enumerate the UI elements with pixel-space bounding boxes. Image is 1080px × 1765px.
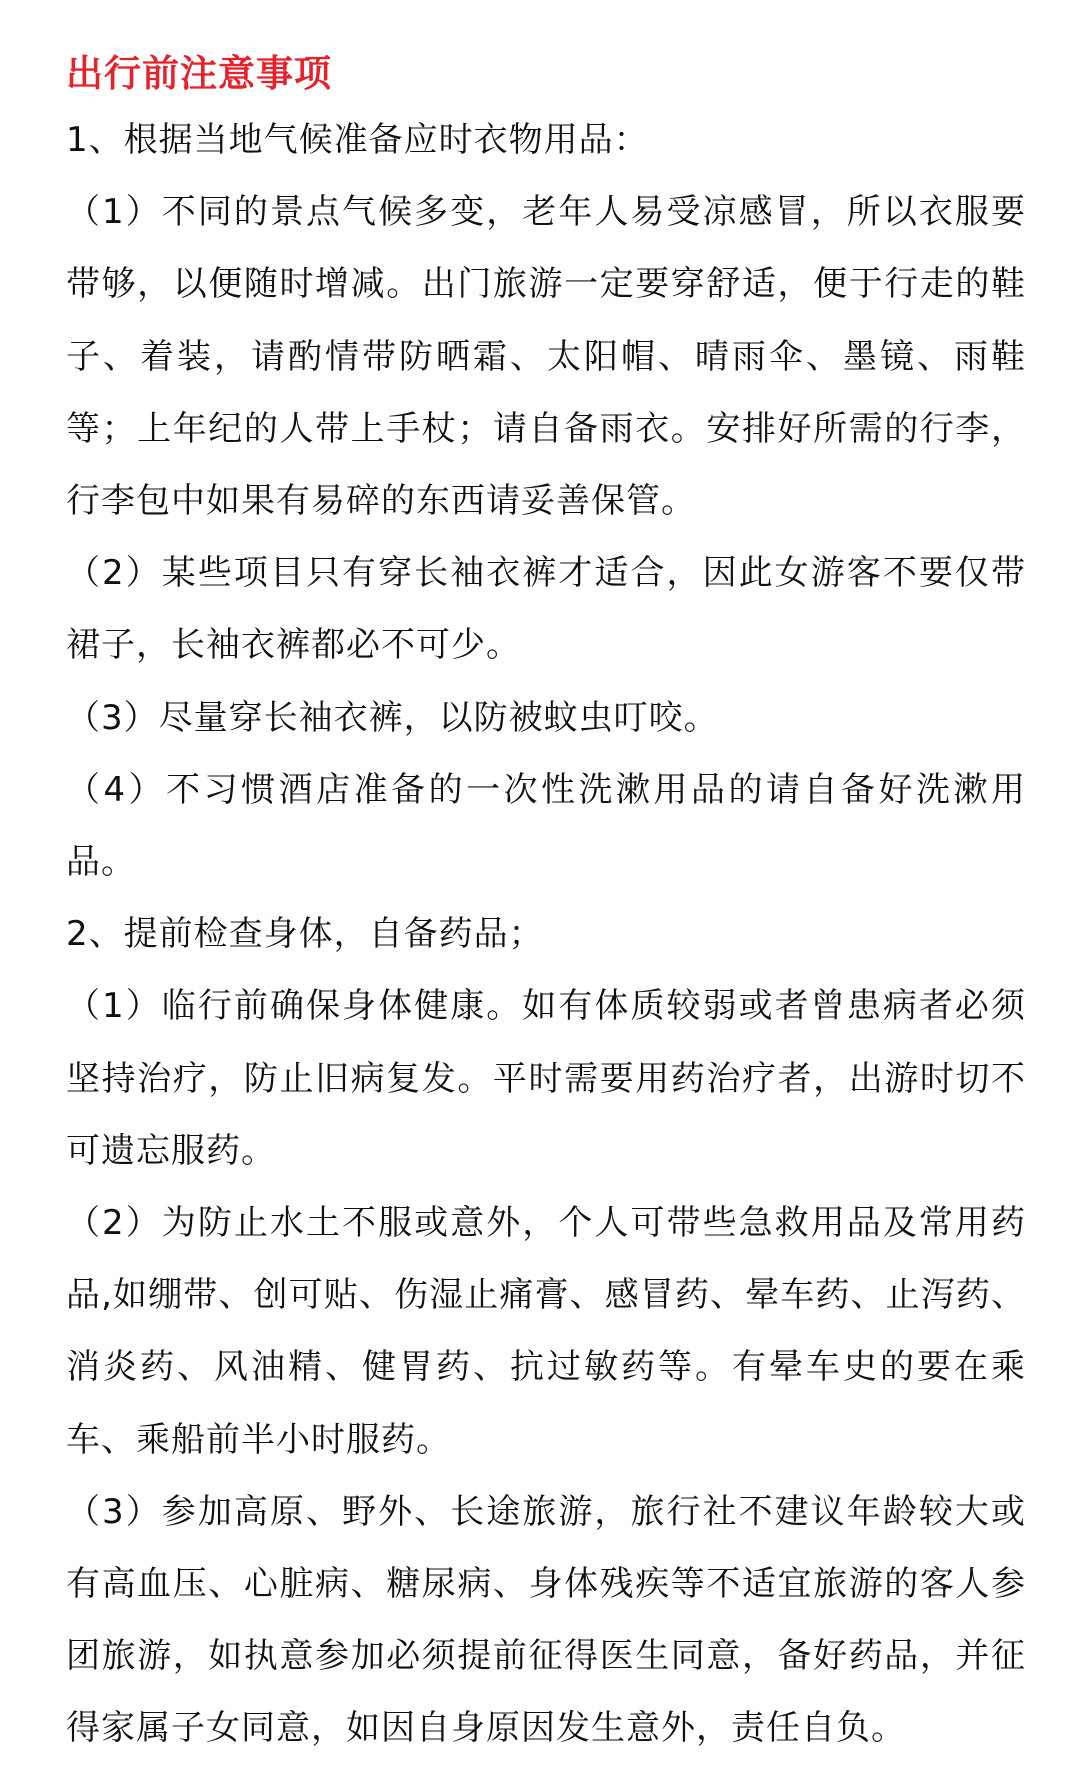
section-1-item-4: （4）不习惯酒店准备的一次性洗漱用品的请自备好洗漱用品。	[66, 769, 1026, 883]
section-1-item-2: （2）某些项目只有穿长袖衣裤才适合，因此女游客不要仅带裙子，长袖衣裤都必不可少。	[66, 553, 1026, 666]
section-1-item-1: （1）不同的景点气候多变，老年人易受凉感冒，所以衣服要带够，以便随时增减。出门旅游一定要穿舒适，便于行走的鞋子、着装，请酌情带防晒霜、太阳帽、晴雨伞、墨镜、雨鞋等；上年纪的人带上手杖；请自备雨衣。安排好所需的行李，行李包中如果有易碎的东西请妥善保管。	[66, 192, 1026, 522]
section-2-item-1: （1）临行前确保身体健康。如有体质较弱或者曾患病者必须坚持治疗，防止旧病复发。平时需要用药治疗者，出游时切不可遗忘服药。	[66, 986, 1026, 1171]
article-title: 出行前注意事项	[66, 52, 332, 95]
section-1-heading: 1、根据当地气候准备应时衣物用品：	[66, 120, 649, 160]
section-2-item-2: （2）为防止水土不服或意外，个人可带些急救用品及常用药品,如绷带、创可贴、伤湿止痛膏、感冒药、晕车药、止泻药、消炎药、风油精、健胃药、抗过敏药等。有晕车史的要在乘车、乘船前半小时服药。	[66, 1203, 1026, 1460]
article	[66, 44, 1026, 1765]
section-1-item-3: （3）尽量穿长袖衣裤，以防被蚊虫叮咬。	[66, 697, 719, 738]
section-2-item-3: （3）参加高原、野外、长途旅游，旅行社不建议年龄较大或有高血压、心脏病、糖尿病、身体残疾等不适宜旅游的客人参团旅游，如执意参加必须提前征得医生同意，备好药品，并征得家属子女同意，如因自身原因发生意外，责任自负。	[66, 1491, 1026, 1749]
section-2-heading: 2、提前检查身体，自备药品；	[66, 914, 544, 955]
